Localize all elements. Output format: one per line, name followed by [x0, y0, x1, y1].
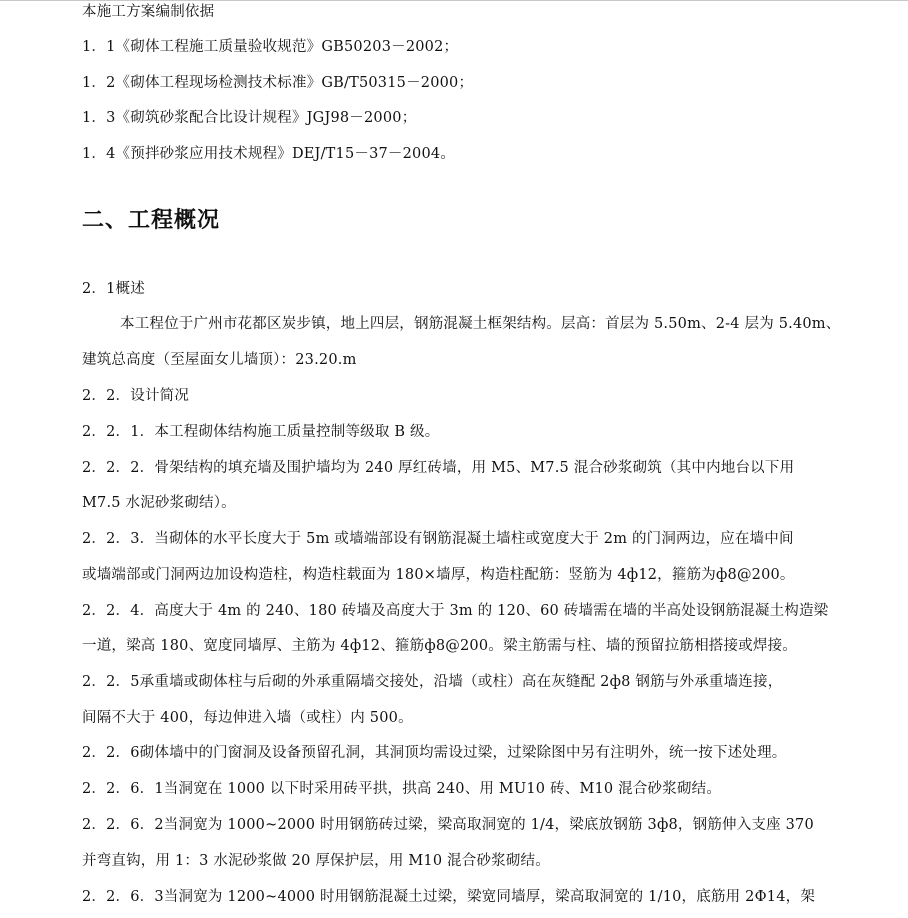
basis-item-1: 1．1《砌体工程施工质量验收规范》GB50203－2002；	[82, 39, 459, 55]
paragraph-line: 2．2．5承重墙或砌体柱与后砌的外承重隔墙交接处，沿墙（或柱）高在灰缝配 2ф8 钢筋与外承重墙连接，	[82, 674, 783, 690]
basis-item-2: 1．2《砌体工程现场检测技术标准》GB/T50315－2000；	[82, 75, 474, 91]
basis-title: 本施工方案编制依据	[82, 4, 215, 20]
paragraph-line: 2．1概述	[82, 281, 145, 297]
paragraph-line: 2．2．1．本工程砌体结构施工质量控制等级取 B 级。	[82, 424, 440, 440]
paragraph-line: 2．2．3．当砌体的水平长度大于 5m 或墙端部设有钢筋混凝土墙柱或宽度大于 2m 的门洞两边，应在墙中间	[82, 531, 794, 547]
paragraph-line: 2．2．设计简况	[82, 388, 190, 404]
section-heading: 二、工程概况	[82, 208, 221, 233]
paragraph-line: 2．2．6．3当洞宽为 1200~4000 时用钢筋混凝土过梁，梁宽同墙厚，梁高取洞宽的 1/10，底筋用 2Ф14，架	[82, 889, 816, 905]
paragraph-line: 本工程位于广州市花都区炭步镇，地上四层，钢筋混凝土框架结构。层高：首层为 5.50m、2-4 层为 5.40m、	[120, 316, 841, 332]
paragraph-line: 间隔不大于 400，每边伸进入墙（或柱）内 500。	[82, 710, 413, 726]
paragraph-line: 或墙端部或门洞两边加设构造柱，构造柱载面为 180×墙厚，构造柱配筋：竖筋为 4ф12，箍筋为ф8@200。	[82, 567, 795, 583]
page-top-border	[0, 0, 908, 1]
basis-item-3: 1．3《砌筑砂浆配合比设计规程》JGJ98－2000；	[82, 110, 417, 126]
paragraph-line: 2．2．6．1当洞宽在 1000 以下时采用砖平拱，拱高 240、用 MU10 砖、M10 混合砂浆砌结。	[82, 781, 722, 797]
paragraph-line: 2．2．2．骨架结构的填充墙及围护墙均为 240 厚红砖墙，用 M5、M7.5 混合砂浆砌筑（其中内地台以下用	[82, 460, 795, 476]
basis-item-4: 1．4《预拌砂浆应用技术规程》DEJ/T15－37－2004。	[82, 146, 456, 162]
paragraph-line: 并弯直钩，用 1：3 水泥砂浆做 20 厚保护层，用 M10 混合砂浆砌结。	[82, 853, 550, 869]
paragraph-line: 建筑总高度（至屋面女儿墙顶）：23.20.m	[82, 352, 357, 368]
paragraph-line: 2．2．6砌体墙中的门窗洞及设备预留孔洞，其洞顶均需设过梁，过梁除图中另有注明外，统一按下述处理。	[82, 745, 787, 761]
paragraph-line: 2．2．6．2当洞宽为 1000~2000 时用钢筋砖过梁，梁高取洞宽的 1/4，梁底放钢筋 3ф8，钢筋伸入支座 370	[82, 817, 814, 833]
paragraph-line: 一道，梁高 180、宽度同墙厚、主筋为 4ф12、箍筋ф8@200。梁主筋需与柱、墙的预留拉筋相搭接或焊接。	[82, 638, 797, 654]
paragraph-line: M7.5 水泥砂浆砌结）。	[82, 495, 236, 511]
paragraph-line: 2．2．4．高度大于 4m 的 240、180 砖墙及高度大于 3m 的 120、60 砖墙需在墙的半高处设钢筋混凝土构造梁	[82, 603, 829, 619]
